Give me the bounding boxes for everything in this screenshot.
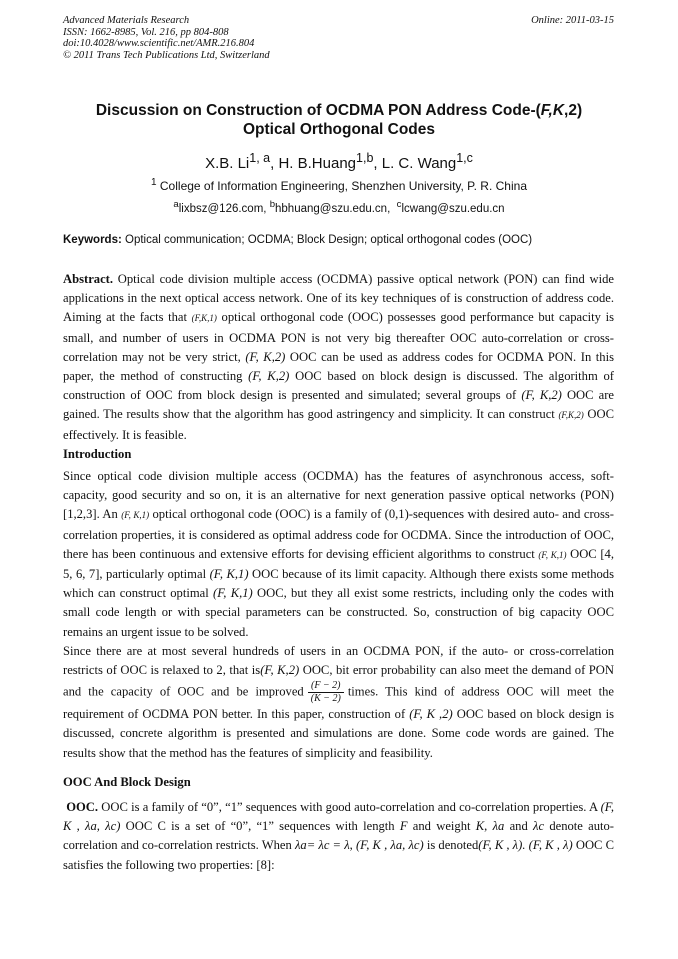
intro-text: OOC because of its limit capacity. Although there exists some methods which can construct optimal [63,567,614,601]
math-inline: λc [533,819,545,834]
math-inline: (F, K,2) [245,349,286,364]
math-inline: (F, K,1) [538,549,567,560]
ooc-text: denote auto-correlation and co-correlation restricts. When [63,819,615,853]
fraction-numerator: (F − 2) [308,680,344,693]
math-inline: (F,K,1) [191,313,217,324]
ooc-text: and weight [412,819,471,834]
affiliation-sup: 1 [150,177,157,188]
intro-text: OOC, bit error probability can also meet the demand of PON and the capacity of OOC and be improved [63,663,614,699]
abstract [63,270,614,445]
author-3: L. C. Wang [381,155,457,172]
abstract-label: Abstract. [63,272,114,286]
keywords-label: Keywords: [63,234,122,246]
capacity-fraction [308,680,344,705]
author-2-sup: 1,b [356,151,374,165]
math-inline: (F, K , λa, λc) [63,800,614,834]
keywords-text: Optical communication; OCDMA; Block Design; optical orthogonal codes (OOC) [125,234,533,246]
ooc-text: OOC C satisfies the following two properties: [8]: [63,838,614,872]
journal-header [63,15,270,61]
email-c-sup: c [396,199,402,210]
title-suffix: ,2) [564,102,583,119]
abstract-text: OOC can be used as address codes for OCDMA PON. In this paper, the method of constructing [63,349,615,384]
introduction-body [63,467,614,763]
math-inline: K [475,819,485,834]
ooc-label: OOC. [66,800,99,814]
title-vars: F,K [540,102,565,119]
affiliation-text: College of Information Engineering, Shenzhen University, P. R. China [159,179,527,193]
ooc-text: , [484,819,488,834]
email-a-sup: a [173,199,179,210]
intro-text: Since there are at most several hundreds of users in an OCDMA PON, if the auto- or cross-correlation restricts of OOC is relaxed to 2, that is [63,643,614,678]
intro-text: Since optical code division multiple access (OCDMA) has the features of asynchronous access, soft-capacity, good security and so on, it is an alternative for next generation passive optical networks (PON) [1,2,3]. An [63,469,614,522]
abstract-text: OOC are gained. The results show that the algorithm has good astringency and simplicity. It can construct [63,388,614,422]
abstract-text: OOC based on block design is discussed. The algorithm of construction of OOC from block design is presented and simulated; several groups of [63,369,614,403]
math-inline: (F, K,2) [248,369,290,384]
affiliation [0,177,678,193]
math-inline: (F, K ,2) [409,707,453,722]
intro-paragraph-1 [63,467,614,642]
section-heading-ooc-block-design: OOC And Block Design [63,775,191,789]
email-list [0,199,678,215]
abstract-text: optical orthogonal code (OOC) possesses good performance but capacity is small, and number of users in OCDMA PON is not very big thereafter OOC auto-correlation or cross-correlation may not be very strict, [63,310,614,364]
journal-name: Advanced Materials Research [63,15,190,26]
author-list: X.B. Li$^{1, a}$, H. B.Huang$^{1,b}$, L. C. Wang$^{1,c}$ [205,151,473,172]
email-a[interactable]: lixbsz@126.com, [178,202,267,215]
doi-line[interactable]: doi:10.4028/www.scientific.net/AMR.216.804 [63,38,255,49]
intro-paragraph-2 [63,642,614,763]
math-inline: (F, K , λ) [528,838,573,853]
math-inline: (F, K,2) [260,663,300,678]
ooc-text: OOC is a family of “0”, “1” sequences with good auto-correlation and co-correlation properties. A [101,800,598,814]
fraction-denominator: (K − 2) [310,693,341,705]
abstract-text: Optical code division multiple access (OCDMA) passive optical network (PON) can find wide applications in the next optical access network. One of its key techniques of is construction of address code. Aiming at the facts that [63,272,614,325]
author-2: H. B.Huang [278,155,357,172]
email-c[interactable]: lcwang@szu.edu.cn [401,202,505,215]
intro-text: OOC, but they all exist some restricts, including only the codes with small code length or with special parameters can be constructed. So, construction of big capacity OOC remains an urgent issue to be solved. [63,586,614,639]
math-inline: (F, K , λa, λc) [355,838,424,853]
keywords [63,234,623,246]
author-3-sup: 1,c [456,151,473,165]
title-text: Discussion on Construction of OCDMA PON Address Code-( [95,102,541,119]
math-inline: λa= λc = λ [294,838,350,853]
intro-text: OOC based on block design is discussed, concrete algorithm is presented and simulations are done. Some code words are gained. The results show that the method has the features of simplicity and feasibility. [63,707,614,760]
ooc-text: , [349,838,353,853]
email-b[interactable]: hbhuang@szu.edu.cn, [275,202,391,215]
online-date: Online: 2011-03-15 [531,15,614,26]
issn-line: ISSN: 1662-8985, Vol. 216, pp 804-808 [63,26,229,38]
intro-text: OOC [4, 5, 6, 7], particularly optimal [63,546,614,582]
author-1: X.B. Li [205,155,250,172]
ooc-text: OOC C is a set of “0”, “1” sequences with length [125,819,395,834]
copyright-line: © 2011 Trans Tech Publications Ltd, Switzerland [63,49,270,61]
math-inline: (F,K,2) [558,410,584,421]
abstract-text: OOC effectively. It is feasible. [63,407,615,442]
ooc-body [63,798,614,875]
paper-title [40,101,638,139]
intro-text: optical orthogonal code (OOC) is a family of (0,1)-sequences with desired auto- and cross-correlation properties, it is considered as optimal address code for OCDMA. Since the introduction of OOC, there has been continuous and extensive efforts for devising efficient algorithms to construct [63,507,614,561]
title-line-1 [40,101,638,120]
ooc-text: is denoted [426,838,479,853]
section-heading-introduction: Introduction [63,447,132,461]
math-inline: F [399,819,408,834]
math-inline: λa [492,819,505,834]
math-inline: (F, K,1) [121,510,150,521]
abstract-paragraph [63,270,614,445]
ooc-text: and [509,819,528,834]
email-b-sup: b [269,199,276,210]
author-1-sup: 1, a [249,151,271,165]
math-inline: (F, K,1) [209,567,249,582]
title-line-2: Optical Orthogonal Codes [242,121,436,138]
math-inline: (F, K,2) [521,388,562,403]
ooc-paragraph [63,798,614,875]
math-inline: (F, K , λ). [478,838,526,853]
intro-text: times. This kind of address OOC will meet the requirement of OCDMA PON better. In this paper, construction of [63,684,614,722]
math-inline: (F, K,1) [213,586,253,601]
